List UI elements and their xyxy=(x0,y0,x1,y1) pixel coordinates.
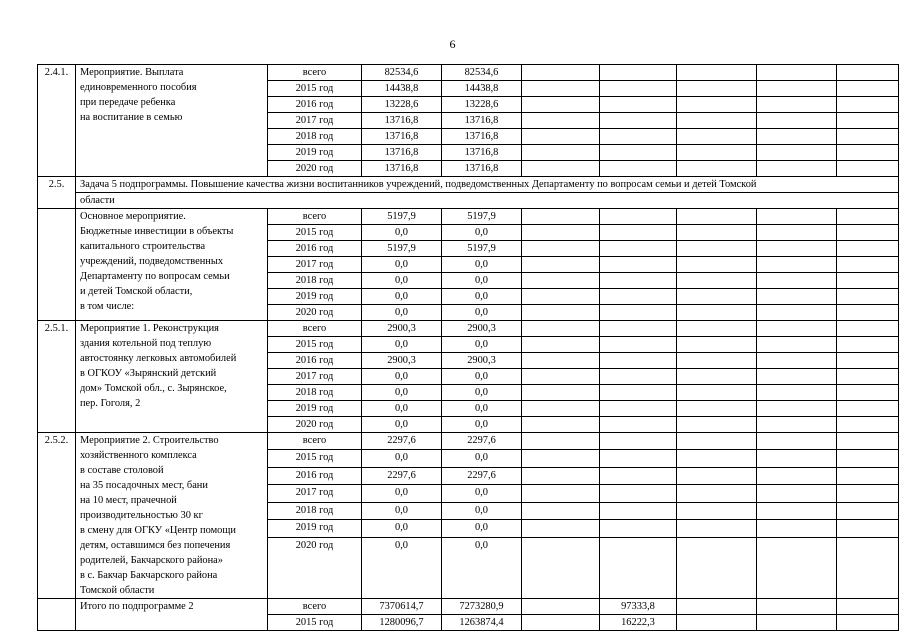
value-cell: 13716,8 xyxy=(362,129,442,145)
empty-cell xyxy=(522,450,600,467)
value-cell: 2900,3 xyxy=(442,353,522,369)
empty-cell xyxy=(757,417,837,433)
value-cell: 0,0 xyxy=(362,225,442,241)
task-text: области xyxy=(76,193,899,209)
value-cell: 0,0 xyxy=(442,537,522,598)
description-line: детям, оставшимся без попечения xyxy=(80,540,231,551)
empty-cell xyxy=(677,615,757,631)
empty-cell xyxy=(677,433,757,450)
empty-cell xyxy=(600,257,677,273)
year-cell: всего xyxy=(268,321,362,337)
value-cell: 0,0 xyxy=(362,337,442,353)
empty-cell xyxy=(600,502,677,519)
empty-cell xyxy=(757,145,837,161)
value-cell: 0,0 xyxy=(442,401,522,417)
empty-cell xyxy=(837,209,899,225)
value-cell: 82534,6 xyxy=(442,65,522,81)
description-line: Мероприятие. Выплата xyxy=(80,67,184,78)
empty-cell xyxy=(837,417,899,433)
description-line: Департаменту по вопросам семьи xyxy=(80,271,230,282)
description-line: Мероприятие 1. Реконструкция xyxy=(80,323,219,334)
empty-cell xyxy=(677,417,757,433)
value-cell: 0,0 xyxy=(442,502,522,519)
value-cell: 13716,8 xyxy=(442,113,522,129)
empty-cell xyxy=(600,450,677,467)
year-cell: 2020 год xyxy=(268,161,362,177)
empty-cell xyxy=(600,520,677,537)
value-cell: 13716,8 xyxy=(362,161,442,177)
empty-cell xyxy=(677,257,757,273)
empty-cell xyxy=(837,129,899,145)
value-cell: 13228,6 xyxy=(442,97,522,113)
row-description xyxy=(76,321,268,433)
table-row xyxy=(38,209,899,225)
empty-cell xyxy=(522,81,600,97)
empty-cell xyxy=(522,129,600,145)
year-cell: всего xyxy=(268,65,362,81)
description-line: хозяйственного комплекса xyxy=(80,450,197,461)
value-cell: 0,0 xyxy=(442,273,522,289)
description-line: Мероприятие 2. Строительство xyxy=(80,435,219,446)
empty-cell xyxy=(522,520,600,537)
empty-cell xyxy=(757,537,837,598)
year-cell: 2017 год xyxy=(268,369,362,385)
value-cell: 7273280,9 xyxy=(442,599,522,615)
value-cell: 0,0 xyxy=(362,305,442,321)
value-cell: 0,0 xyxy=(442,369,522,385)
row-description xyxy=(76,65,268,177)
year-cell: 2017 год xyxy=(268,257,362,273)
value-cell: 2297,6 xyxy=(442,467,522,484)
empty-cell xyxy=(757,502,837,519)
row-number: 2.5.2. xyxy=(38,433,76,599)
value-cell: 0,0 xyxy=(442,225,522,241)
empty-cell xyxy=(837,485,899,502)
empty-cell xyxy=(522,305,600,321)
task-row xyxy=(38,193,899,209)
empty-cell xyxy=(600,485,677,502)
empty-cell xyxy=(837,401,899,417)
task-number: 2.5. xyxy=(38,177,76,209)
row-number: 2.5.1. xyxy=(38,321,76,433)
empty-cell xyxy=(757,385,837,401)
empty-cell xyxy=(522,417,600,433)
empty-cell xyxy=(522,502,600,519)
empty-cell xyxy=(522,385,600,401)
year-cell: 2015 год xyxy=(268,615,362,631)
empty-cell xyxy=(757,520,837,537)
empty-cell xyxy=(757,161,837,177)
empty-cell xyxy=(677,369,757,385)
empty-cell xyxy=(522,599,600,615)
value-cell: 97333,8 xyxy=(600,599,677,615)
description-line: родителей, Бакчарского района» xyxy=(80,555,223,566)
row-number xyxy=(38,209,76,321)
table-row xyxy=(38,65,899,81)
year-cell: 2018 год xyxy=(268,385,362,401)
value-cell: 2297,6 xyxy=(442,433,522,450)
year-cell: 2018 год xyxy=(268,502,362,519)
row-description xyxy=(76,209,268,321)
empty-cell xyxy=(600,467,677,484)
empty-cell xyxy=(837,615,899,631)
empty-cell xyxy=(677,485,757,502)
empty-cell xyxy=(600,97,677,113)
empty-cell xyxy=(522,257,600,273)
empty-cell xyxy=(757,615,837,631)
empty-cell xyxy=(837,145,899,161)
year-cell: всего xyxy=(268,209,362,225)
value-cell: 0,0 xyxy=(442,520,522,537)
empty-cell xyxy=(837,305,899,321)
description-line: в смену для ОГКУ «Центр помощи xyxy=(80,525,236,536)
table-row xyxy=(38,321,899,337)
empty-cell xyxy=(837,97,899,113)
empty-cell xyxy=(677,129,757,145)
empty-cell xyxy=(600,305,677,321)
empty-cell xyxy=(522,145,600,161)
description-line: на воспитание в семью xyxy=(80,112,183,123)
value-cell: 0,0 xyxy=(362,502,442,519)
empty-cell xyxy=(757,289,837,305)
value-cell: 0,0 xyxy=(362,520,442,537)
empty-cell xyxy=(677,113,757,129)
year-cell: 2020 год xyxy=(268,417,362,433)
empty-cell xyxy=(677,241,757,257)
empty-cell xyxy=(757,401,837,417)
value-cell: 2900,3 xyxy=(362,321,442,337)
empty-cell xyxy=(837,273,899,289)
year-cell: 2015 год xyxy=(268,450,362,467)
year-cell: 2015 год xyxy=(268,225,362,241)
empty-cell xyxy=(522,289,600,305)
description-line: Основное мероприятие. xyxy=(80,211,186,222)
empty-cell xyxy=(677,97,757,113)
empty-cell xyxy=(677,337,757,353)
value-cell: 0,0 xyxy=(362,417,442,433)
empty-cell xyxy=(522,485,600,502)
value-cell: 1263874,4 xyxy=(442,615,522,631)
empty-cell xyxy=(677,537,757,598)
empty-cell xyxy=(522,209,600,225)
value-cell: 13716,8 xyxy=(442,145,522,161)
total-row xyxy=(38,599,899,615)
value-cell: 2297,6 xyxy=(362,467,442,484)
empty-cell xyxy=(757,257,837,273)
value-cell: 2900,3 xyxy=(362,353,442,369)
empty-cell xyxy=(757,65,837,81)
year-cell: 2016 год xyxy=(268,97,362,113)
empty-cell xyxy=(600,161,677,177)
description-line: Томской области xyxy=(80,585,155,596)
empty-cell xyxy=(837,65,899,81)
year-cell: 2016 год xyxy=(268,467,362,484)
description-line: производительностью 30 кг xyxy=(80,510,203,521)
empty-cell xyxy=(837,257,899,273)
value-cell: 13716,8 xyxy=(442,161,522,177)
empty-cell xyxy=(837,81,899,97)
empty-cell xyxy=(837,369,899,385)
row-description xyxy=(76,433,268,599)
empty-cell xyxy=(522,65,600,81)
description-line: в том числе: xyxy=(80,301,135,312)
budget-table xyxy=(37,64,899,631)
empty-cell xyxy=(600,537,677,598)
empty-cell xyxy=(837,450,899,467)
empty-cell xyxy=(600,241,677,257)
empty-cell xyxy=(757,97,837,113)
empty-cell xyxy=(600,385,677,401)
year-cell: 2015 год xyxy=(268,81,362,97)
page-number: 6 xyxy=(449,37,456,51)
empty-cell xyxy=(757,241,837,257)
empty-cell xyxy=(522,97,600,113)
description-line: капитального строительства xyxy=(80,241,206,252)
empty-cell xyxy=(757,337,837,353)
value-cell: 0,0 xyxy=(442,450,522,467)
empty-cell xyxy=(837,467,899,484)
value-cell: 2297,6 xyxy=(362,433,442,450)
empty-cell xyxy=(600,273,677,289)
value-cell: 0,0 xyxy=(362,257,442,273)
description-line: и детей Томской области, xyxy=(80,286,193,297)
empty-cell xyxy=(600,209,677,225)
year-cell: 2018 год xyxy=(268,129,362,145)
year-cell: 2017 год xyxy=(268,113,362,129)
empty-cell xyxy=(757,369,837,385)
value-cell: 0,0 xyxy=(442,305,522,321)
value-cell: 13228,6 xyxy=(362,97,442,113)
empty-cell xyxy=(600,65,677,81)
description-line: Бюджетные инвестиции в объекты xyxy=(80,226,234,237)
empty-cell xyxy=(522,273,600,289)
year-cell: 2019 год xyxy=(268,145,362,161)
value-cell: 1280096,7 xyxy=(362,615,442,631)
value-cell: 0,0 xyxy=(442,385,522,401)
row-number xyxy=(38,599,76,631)
year-cell: 2019 год xyxy=(268,289,362,305)
empty-cell xyxy=(837,385,899,401)
description-line: в с. Бакчар Бакчарского района xyxy=(80,570,218,581)
task-row xyxy=(38,177,899,193)
year-cell: 2020 год xyxy=(268,537,362,598)
value-cell: 13716,8 xyxy=(362,113,442,129)
year-cell: 2019 год xyxy=(268,520,362,537)
value-cell: 0,0 xyxy=(362,369,442,385)
empty-cell xyxy=(757,450,837,467)
empty-cell xyxy=(837,502,899,519)
description-line: пер. Гоголя, 2 xyxy=(80,398,141,409)
value-cell: 0,0 xyxy=(442,485,522,502)
year-cell: всего xyxy=(268,433,362,450)
value-cell: 0,0 xyxy=(362,537,442,598)
empty-cell xyxy=(677,520,757,537)
empty-cell xyxy=(600,321,677,337)
value-cell: 82534,6 xyxy=(362,65,442,81)
year-cell: 2015 год xyxy=(268,337,362,353)
value-cell: 5197,9 xyxy=(362,209,442,225)
description-line: на 35 посадочных мест, бани xyxy=(80,480,208,491)
value-cell: 7370614,7 xyxy=(362,599,442,615)
empty-cell xyxy=(522,433,600,450)
value-cell: 14438,8 xyxy=(442,81,522,97)
value-cell: 0,0 xyxy=(442,257,522,273)
empty-cell xyxy=(677,65,757,81)
empty-cell xyxy=(757,81,837,97)
empty-cell xyxy=(600,433,677,450)
empty-cell xyxy=(757,321,837,337)
empty-cell xyxy=(600,113,677,129)
empty-cell xyxy=(837,225,899,241)
value-cell: 5197,9 xyxy=(442,241,522,257)
empty-cell xyxy=(677,353,757,369)
description-line: учреждений, подведомственных xyxy=(80,256,224,267)
value-cell: 5197,9 xyxy=(362,241,442,257)
value-cell: 14438,8 xyxy=(362,81,442,97)
empty-cell xyxy=(600,129,677,145)
value-cell: 0,0 xyxy=(362,273,442,289)
empty-cell xyxy=(757,353,837,369)
empty-cell xyxy=(600,289,677,305)
empty-cell xyxy=(837,161,899,177)
total-label: Итого по подпрограмме 2 xyxy=(76,599,268,631)
empty-cell xyxy=(677,385,757,401)
empty-cell xyxy=(757,433,837,450)
empty-cell xyxy=(522,113,600,129)
empty-cell xyxy=(677,599,757,615)
empty-cell xyxy=(522,161,600,177)
empty-cell xyxy=(677,401,757,417)
empty-cell xyxy=(757,113,837,129)
empty-cell xyxy=(522,369,600,385)
empty-cell xyxy=(600,225,677,241)
empty-cell xyxy=(677,273,757,289)
empty-cell xyxy=(677,305,757,321)
empty-cell xyxy=(837,289,899,305)
empty-cell xyxy=(600,417,677,433)
description-line: в ОГКОУ «Зырянский детский xyxy=(80,368,217,379)
empty-cell xyxy=(522,321,600,337)
empty-cell xyxy=(837,241,899,257)
value-cell: 5197,9 xyxy=(442,209,522,225)
year-cell: всего xyxy=(268,599,362,615)
description-line: единовременного пособия xyxy=(80,82,197,93)
empty-cell xyxy=(837,599,899,615)
empty-cell xyxy=(522,401,600,417)
value-cell: 16222,3 xyxy=(600,615,677,631)
empty-cell xyxy=(677,321,757,337)
empty-cell xyxy=(757,599,837,615)
empty-cell xyxy=(837,337,899,353)
year-cell: 2017 год xyxy=(268,485,362,502)
description-line: автостоянку легковых автомобилей xyxy=(80,353,237,364)
value-cell: 0,0 xyxy=(362,385,442,401)
description-line: на 10 мест, прачечной xyxy=(80,495,177,506)
empty-cell xyxy=(837,321,899,337)
empty-cell xyxy=(522,467,600,484)
empty-cell xyxy=(757,485,837,502)
empty-cell xyxy=(757,273,837,289)
year-cell: 2016 год xyxy=(268,241,362,257)
empty-cell xyxy=(757,129,837,145)
empty-cell xyxy=(837,113,899,129)
empty-cell xyxy=(600,337,677,353)
empty-cell xyxy=(600,145,677,161)
empty-cell xyxy=(600,369,677,385)
empty-cell xyxy=(600,401,677,417)
empty-cell xyxy=(522,537,600,598)
empty-cell xyxy=(522,615,600,631)
empty-cell xyxy=(837,353,899,369)
year-cell: 2019 год xyxy=(268,401,362,417)
empty-cell xyxy=(600,81,677,97)
empty-cell xyxy=(837,520,899,537)
year-cell: 2020 год xyxy=(268,305,362,321)
value-cell: 0,0 xyxy=(362,401,442,417)
value-cell: 0,0 xyxy=(362,289,442,305)
empty-cell xyxy=(677,450,757,467)
empty-cell xyxy=(837,433,899,450)
empty-cell xyxy=(837,537,899,598)
year-cell: 2016 год xyxy=(268,353,362,369)
empty-cell xyxy=(522,225,600,241)
value-cell: 13716,8 xyxy=(362,145,442,161)
empty-cell xyxy=(677,289,757,305)
empty-cell xyxy=(757,225,837,241)
empty-cell xyxy=(677,225,757,241)
value-cell: 0,0 xyxy=(442,417,522,433)
row-number: 2.4.1. xyxy=(38,65,76,177)
description-line: при передаче ребенка xyxy=(80,97,176,108)
empty-cell xyxy=(522,241,600,257)
task-text: Задача 5 подпрограммы. Повышение качества жизни воспитанников учреждений, подведомственных Департаменту по вопросам семьи и детей Томской xyxy=(76,177,899,193)
empty-cell xyxy=(677,502,757,519)
description-line: дом» Томской обл., с. Зырянское, xyxy=(80,383,227,394)
table-row xyxy=(38,433,899,450)
empty-cell xyxy=(677,209,757,225)
description-line: в составе столовой xyxy=(80,465,164,476)
empty-cell xyxy=(677,81,757,97)
empty-cell xyxy=(677,145,757,161)
value-cell: 2900,3 xyxy=(442,321,522,337)
value-cell: 0,0 xyxy=(362,485,442,502)
value-cell: 0,0 xyxy=(362,450,442,467)
value-cell: 0,0 xyxy=(442,289,522,305)
empty-cell xyxy=(600,353,677,369)
empty-cell xyxy=(757,209,837,225)
empty-cell xyxy=(677,161,757,177)
year-cell: 2018 год xyxy=(268,273,362,289)
empty-cell xyxy=(522,337,600,353)
empty-cell xyxy=(757,305,837,321)
value-cell: 0,0 xyxy=(442,337,522,353)
empty-cell xyxy=(757,467,837,484)
empty-cell xyxy=(677,467,757,484)
value-cell: 13716,8 xyxy=(442,129,522,145)
empty-cell xyxy=(522,353,600,369)
description-line: здания котельной под теплую xyxy=(80,338,212,349)
